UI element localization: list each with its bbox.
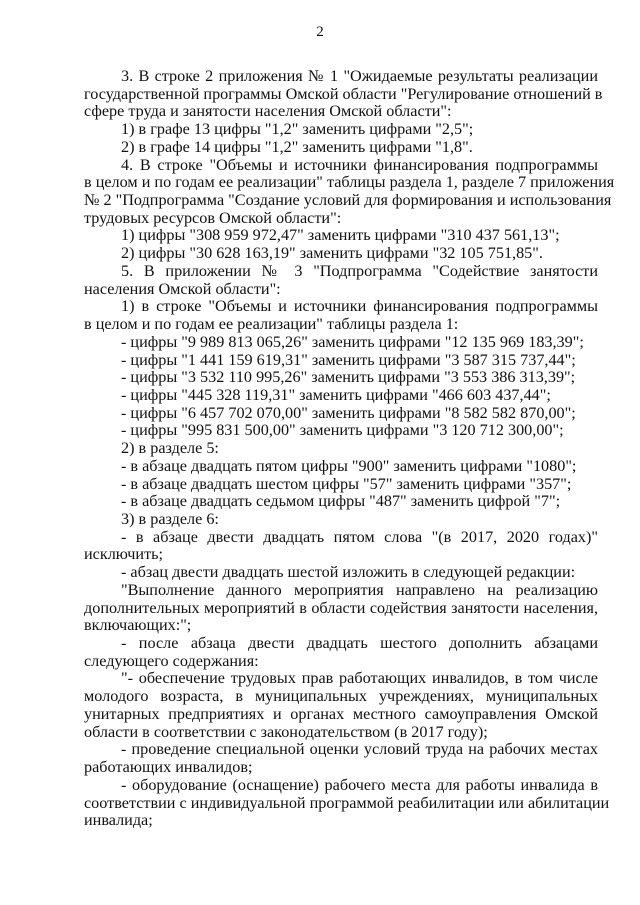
text-line: 5. В приложении № 3 "Подпрограмма "Содействие занятости — [121, 261, 598, 280]
text-line: следующего содержания: — [84, 651, 259, 670]
text-line: - цифры "1 441 159 619,31" заменить цифрами "3 587 315 737,44"; — [121, 350, 576, 369]
text-line: 1) в строке "Объемы и источники финансирования подпрограммы — [121, 297, 598, 316]
text-line: исключить; — [84, 545, 164, 564]
text-line: - оборудование (оснащение) рабочего места для работы инвалида в — [121, 775, 598, 794]
text-line: дополнительных мероприятий в области содействия занятости населения, — [84, 598, 598, 617]
text-line: - цифры "6 457 702 070,00" заменить цифрами "8 582 582 870,00"; — [121, 403, 576, 422]
text-line: "- обеспечение трудовых прав работающих инвалидов, в том числе — [121, 669, 598, 688]
text-line: 3. В строке 2 приложения № 1 "Ожидаемые результаты реализации — [121, 67, 598, 85]
text-line: 1) в графе 13 цифры "1,2" заменить цифрами "2,5"; — [121, 120, 474, 139]
text-line: № 2 "Подпрограмма "Создание условий для формирования и использования — [84, 191, 612, 210]
text-line: "Выполнение данного мероприятия направлено на реализацию — [121, 580, 598, 599]
text-line: 2) цифры "30 628 163,19" заменить цифрами "32 105 751,85". — [121, 244, 543, 263]
text-line: населения Омской области": — [84, 279, 281, 298]
text-line: - в абзаце двадцать седьмом цифры "487" заменить цифрой "7"; — [121, 492, 561, 511]
text-line: - цифры "9 989 813 065,26" заменить цифрами "12 135 969 183,39"; — [121, 332, 584, 351]
text-line: сфере труда и занятости населения Омской области": — [84, 102, 452, 121]
text-line: работающих инвалидов; — [84, 758, 253, 777]
text-line: соответствии с индивидуальной программой реабилитации или абилитации — [84, 793, 610, 812]
text-line: - в абзаце двести двадцать пятом слова "(в 2017, 2020 годах)" — [121, 527, 598, 546]
text-line: унитарных предприятиях и органах местного самоуправления Омской — [84, 704, 598, 723]
text-line: молодого возраста, в муниципальных учреждениях, муниципальных — [84, 687, 598, 706]
text-line: - абзац двести двадцать шестой изложить в следующей редакции: — [121, 563, 576, 582]
text-line: 3) в разделе 6: — [121, 510, 219, 528]
page-number: 2 — [316, 24, 324, 40]
text-line: 2) в разделе 5: — [121, 439, 219, 458]
text-line: государственной программы Омской области "Регулирование отношений в — [84, 84, 603, 103]
text-line: области в соответствии с законодательством (в 2017 году); — [84, 722, 488, 741]
text-line: в целом и по годам ее реализации" таблицы раздела 1: — [84, 315, 459, 334]
text-line: - в абзаце двадцать пятом цифры "900" заменить цифрами "1080"; — [121, 456, 577, 475]
text-line: - проведение специальной оценки условий труда на рабочих местах — [121, 740, 598, 759]
text-line: - цифры "3 532 110 995,26" заменить цифрами "3 553 386 313,39"; — [121, 368, 576, 387]
text-line: включающих:"; — [84, 616, 192, 635]
text-line: инвалида; — [84, 811, 153, 830]
text-line: - в абзаце двадцать шестом цифры "57" заменить цифрами "357"; — [121, 474, 572, 493]
text-line: 4. В строке "Объемы и источники финансирования подпрограммы — [121, 155, 598, 174]
text-line: 2) в графе 14 цифры "1,2" заменить цифрами "1,8". — [121, 137, 473, 156]
text-line: - цифры "445 328 119,31" заменить цифрами "466 603 437,44"; — [121, 385, 551, 404]
text-line: в целом и по годам ее реализации" таблицы раздела 1, разделе 7 приложения — [84, 173, 615, 192]
text-line: 1) цифры "308 959 972,47" заменить цифрами "310 437 561,13"; — [121, 226, 560, 245]
text-line: - цифры "995 831 500,00" заменить цифрами "3 120 712 300,00"; — [121, 421, 564, 440]
text-line: трудовых ресурсов Омской области": — [84, 208, 342, 227]
text-line: - после абзаца двести двадцать шестого дополнить абзацами — [121, 634, 598, 653]
